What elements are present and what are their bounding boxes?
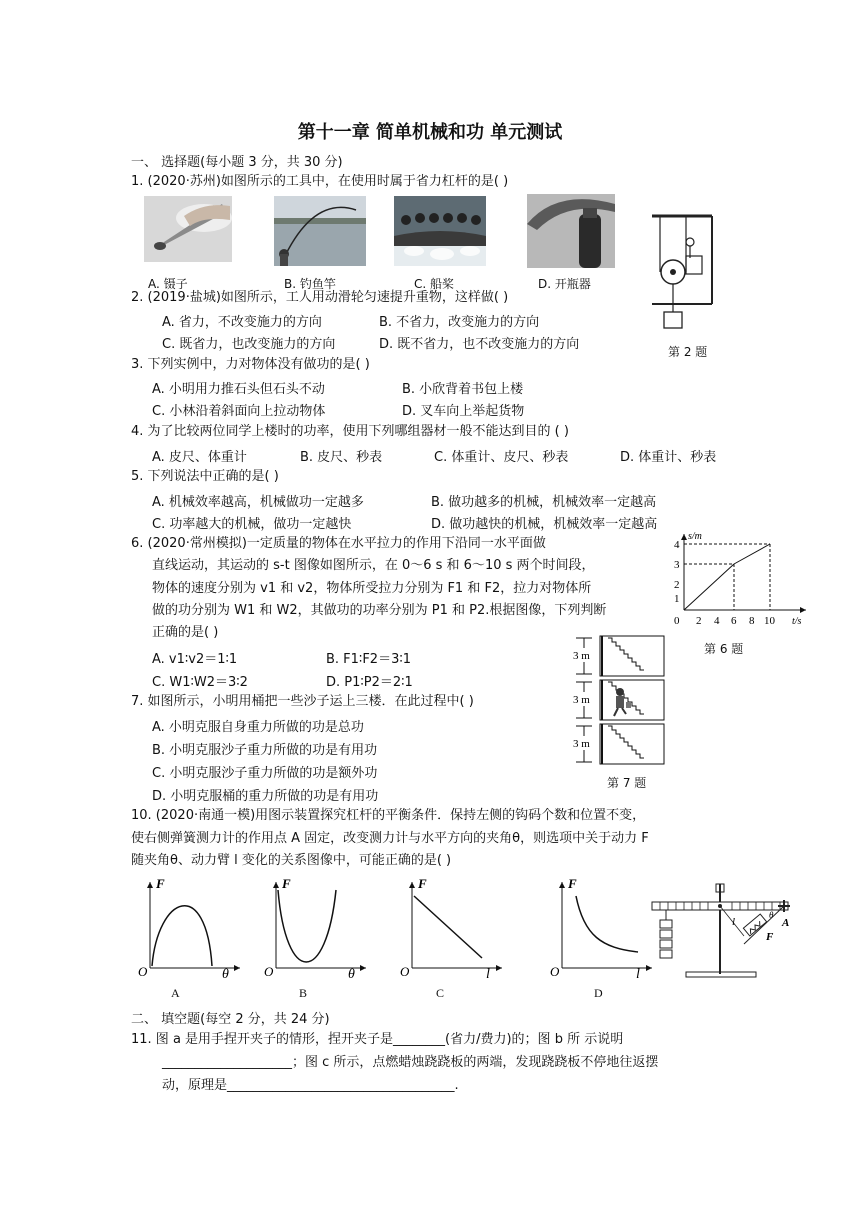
- force-label: F: [766, 931, 774, 943]
- question-stem: 6. (2020·常州模拟)一定质量的物体在水平拉力的作用下沿同一水平面做: [131, 536, 546, 551]
- question-text: 随夹角θ、动力臂 l 变化的关系图像中，可能正确的是( ): [131, 853, 452, 868]
- option-a: A. 小明用力推石头但石头不动: [152, 382, 325, 397]
- floor-height-label: 3 m: [573, 650, 590, 662]
- floor-height-label: 3 m: [573, 738, 590, 750]
- question-text: 做的功分别为 W1 和 W2，其做功的功率分别为 P1 和 P2.根据图像，下列判断: [152, 603, 607, 618]
- stairs-figure: [568, 634, 668, 770]
- x-axis-label: θ: [348, 967, 355, 980]
- option-a: A. 小明克服自身重力所做的功是总功: [152, 720, 364, 735]
- option-d: D. 做功越快的机械，机械效率一定越高: [431, 517, 658, 532]
- option-a-label: A. 镊子: [148, 277, 188, 291]
- question-stem: 5. 下列说法中正确的是( ): [131, 469, 279, 484]
- x-tick: 0: [674, 615, 680, 627]
- pulley-figure: [650, 212, 720, 334]
- option-b: B. 小明克服沙子重力所做的功是有用功: [152, 743, 378, 758]
- origin-label: O: [400, 964, 410, 979]
- option-b: B. F1∶F2＝3∶1: [326, 652, 411, 667]
- fishing-rod-photo: [274, 196, 366, 266]
- question-stem: 10. (2020·南通一模)用图示装置探究杠杆的平衡条件．保持左侧的钩码个数和位置不变，: [131, 808, 646, 823]
- x-axis-label: θ: [222, 967, 229, 980]
- option-b: B. 小欣背着书包上楼: [402, 382, 524, 397]
- lever-arm-label: l: [732, 916, 736, 928]
- x-tick: 6: [731, 615, 737, 627]
- option-b: B. 皮尺、秒表: [300, 450, 383, 465]
- option-c: C. 体重计、皮尺、秒表: [434, 450, 569, 465]
- x-axis-label: l: [486, 967, 490, 980]
- option-c: C. 既省力，也改变施力的方向: [162, 337, 336, 352]
- option-c: C. 小林沿着斜面向上拉动物体: [152, 404, 326, 419]
- option-d: D. P1∶P2＝2∶1: [326, 675, 413, 690]
- question-stem: 3. 下列实例中，力对物体没有做功的是( ): [131, 357, 370, 372]
- y-axis-label: F: [282, 876, 291, 891]
- question-stem: 4. 为了比较两位同学上楼时的功率，使用下列哪组器材一般不能达到目的 ( ): [131, 424, 569, 439]
- question-text: 动，原理是___________________________________.: [162, 1078, 459, 1093]
- option-b: B. 做功越多的机械，机械效率一定越高: [431, 495, 657, 510]
- option-d: D. 小明克服桶的重力所做的功是有用功: [152, 789, 379, 804]
- option-a: A. 省力，不改变施力的方向: [162, 315, 322, 330]
- st-graph: [664, 528, 814, 628]
- option-c: C. 功率越大的机械，做功一定越快: [152, 517, 352, 532]
- question-text: 物体的速度分别为 v1 和 v2，物体所受拉力分别为 F1 和 F2，拉力对物体所: [152, 581, 592, 596]
- question-text: 使右侧弹簧测力计的作用点 A 固定，改变测力计与水平方向的夹角θ，则选项中关于动力 F: [131, 831, 649, 846]
- option-a: A. 皮尺、体重计: [152, 450, 247, 465]
- x-axis-label: l: [636, 967, 640, 980]
- graph-a: [136, 876, 246, 980]
- option-b-label: B. 钓鱼竿: [284, 277, 336, 291]
- page-title: 第十一章 简单机械和功 单元测试: [297, 122, 563, 143]
- graph-c: [398, 876, 508, 980]
- x-axis-label: t/s: [792, 616, 802, 627]
- question-text: 正确的是( ): [152, 625, 219, 640]
- question-stem: 11. 图 a 是用手捏开夹子的情形，捏开夹子是________(省力/费力)的；图 b 所 示说明: [131, 1032, 624, 1047]
- origin-label: O: [138, 964, 148, 979]
- tweezers-photo: [144, 196, 232, 262]
- figure-caption: 第 7 题: [607, 776, 647, 790]
- y-axis-label: F: [418, 876, 427, 891]
- section-heading: 一、 选择题(每小题 3 分，共 30 分): [131, 155, 343, 170]
- x-tick: 8: [749, 615, 755, 627]
- y-axis-label: s/m: [688, 531, 702, 542]
- graph-d: [548, 876, 658, 980]
- angle-label: θ: [769, 910, 774, 920]
- figure-caption: 第 6 题: [704, 642, 744, 656]
- option-d: D. 叉车向上举起货物: [402, 404, 525, 419]
- option-d-label: D. 开瓶器: [538, 277, 591, 291]
- y-axis-label: F: [156, 876, 165, 891]
- oar-photo: [394, 196, 486, 266]
- figure-caption: 第 2 题: [668, 345, 708, 359]
- section-heading: 二、 填空题(每空 2 分，共 24 分): [131, 1012, 330, 1027]
- option-c: C. 小明克服沙子重力所做的功是额外功: [152, 766, 378, 781]
- floor-height-label: 3 m: [573, 694, 590, 706]
- origin-label: O: [264, 964, 274, 979]
- y-axis-label: F: [568, 876, 577, 891]
- option-c: C. W1∶W2＝3∶2: [152, 675, 248, 690]
- option-b: B. 不省力，改变施力的方向: [379, 315, 540, 330]
- graph-label: D: [594, 986, 603, 1000]
- question-text: ____________________；图 c 所示，点燃蜡烛跷跷板的两端，发现跷跷板不停地往返摆: [162, 1055, 659, 1070]
- y-tick: 2: [674, 579, 680, 591]
- question-stem: 2. (2019·盐城)如图所示，工人用动滑轮匀速提升重物，这样做( ): [131, 290, 509, 305]
- option-d: D. 体重计、秒表: [620, 450, 717, 465]
- y-tick: 4: [674, 539, 680, 551]
- y-tick: 3: [674, 559, 680, 571]
- graph-label: B: [299, 986, 308, 1000]
- point-a-label: A: [782, 917, 790, 929]
- graph-label: C: [436, 986, 445, 1000]
- option-c-label: C. 船桨: [414, 277, 455, 291]
- x-tick: 2: [696, 615, 702, 627]
- x-tick: 4: [714, 615, 720, 627]
- person-icon: [614, 688, 631, 716]
- option-a: A. 机械效率越高，机械做功一定越多: [152, 495, 364, 510]
- graph-label: A: [171, 986, 180, 1000]
- bottle-opener-photo: [527, 194, 615, 268]
- question-stem: 7. 如图所示，小明用桶把一些沙子运上三楼．在此过程中( ): [131, 694, 474, 709]
- question-text: 直线运动，其运动的 s-t 图像如图所示，在 0～6 s 和 6～10 s 两个时间段，: [152, 558, 595, 573]
- x-tick: 10: [764, 615, 775, 627]
- y-tick: 1: [674, 593, 680, 605]
- lever-apparatus: [648, 880, 798, 980]
- origin-label: O: [550, 964, 560, 979]
- option-d: D. 既不省力，也不改变施力的方向: [379, 337, 580, 352]
- question-stem: 1. (2020·苏州)如图所示的工具中，在使用时属于省力杠杆的是( ): [131, 174, 509, 189]
- graph-b: [262, 876, 372, 980]
- option-a: A. v1∶v2＝1∶1: [152, 652, 238, 667]
